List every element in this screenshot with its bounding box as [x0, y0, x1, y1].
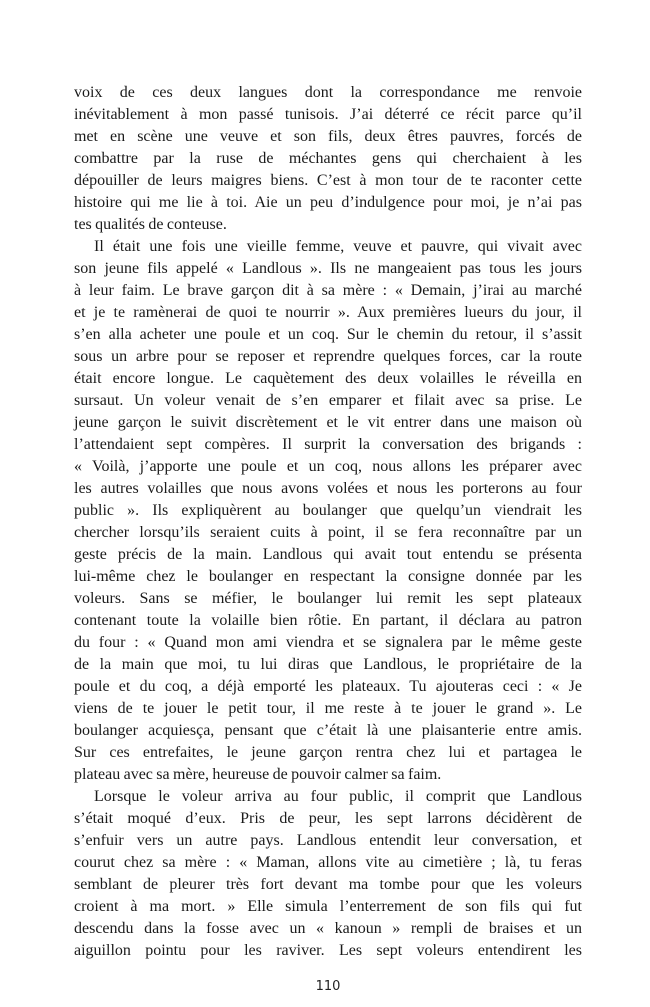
text-line: tes qualités de conteuse. — [74, 216, 227, 233]
text-line: était encore longue. Le caquètement des deux volailles le réveilla en — [74, 370, 582, 387]
page-number: 110 — [315, 979, 341, 994]
text-line: s’était moqué d’eux. Pris de peur, les sept larrons décidèrent de — [74, 810, 582, 827]
paragraph — [74, 236, 582, 786]
text-line: du four : « Quand mon ami viendra et se signalera par le même geste — [74, 634, 582, 651]
text-line: sursaut. Un voleur venait de s’en emparer et filait avec sa prise. Le — [74, 392, 582, 409]
text-line: son jeune fils appelé « Landlous ». Ils ne mangeaient pas tous les jours — [74, 260, 582, 277]
text-line: semblant de pleurer très fort devant ma tombe pour que les voleurs — [74, 876, 582, 893]
text-line: croient à ma mort. » Elle simula l’enterrement de son fils qui fut — [74, 898, 582, 915]
text-line: jeune garçon le suivit discrètement et le vit entrer dans une maison où — [74, 414, 582, 431]
text-line: combattre par la ruse de méchantes gens qui cherchaient à les — [74, 150, 582, 167]
text-line: courut chez sa mère : « Maman, allons vite au cimetière ; là, tu feras — [74, 854, 582, 871]
text-line: voleurs. Sans se méfier, le boulanger lui remit les sept plateaux — [74, 590, 582, 607]
text-line: histoire qui me lie à toi. Aie un peu d’indulgence pour moi, je n’ai pas — [74, 194, 582, 211]
text-line: les autres volailles que nous avons volées et nous les porterons au four — [74, 480, 582, 497]
text-line: lui-même chez le boulanger en respectant la consigne donnée par les — [74, 568, 582, 585]
text-line: Sur ces entrefaites, le jeune garçon rentra chez lui et partagea le — [74, 744, 582, 761]
text-line: boulanger acquiesça, pensant que c’était là une plaisanterie entre amis. — [74, 722, 582, 739]
text-line: sous un arbre pour se reposer et reprendre quelques forces, car la route — [74, 348, 582, 365]
text-line: à leur faim. Le brave garçon dit à sa mère : « Demain, j’irai au marché — [74, 282, 582, 299]
text-line: contenant toute la volaille bien rôtie. En partant, il déclara au patron — [74, 612, 582, 629]
text-line: s’en alla acheter une poule et un coq. Sur le chemin du retour, il s’assit — [74, 326, 582, 343]
text-line: et je te ramènerai de quoi te nourrir ». Aux premières lueurs du jour, il — [74, 304, 582, 321]
body-text — [74, 82, 582, 962]
text-line: public ». Ils expliquèrent au boulanger que quelqu’un viendrait les — [74, 502, 582, 519]
text-line: voix de ces deux langues dont la correspondance me renvoie — [74, 84, 582, 101]
text-line: inévitablement à mon passé tunisois. J’ai déterré ce récit parce qu’il — [74, 106, 582, 123]
text-line: Lorsque le voleur arriva au four public, il comprit que Landlous — [94, 788, 582, 805]
text-line: Il était une fois une vieille femme, veuve et pauvre, qui vivait avec — [94, 238, 582, 255]
text-line: chercher lorsqu’ils seraient cuits à point, il se fera reconnaître par un — [74, 524, 582, 541]
text-line: dépouiller de leurs maigres biens. C’est à mon tour de te raconter cette — [74, 172, 582, 189]
text-line: viens de te jouer le petit tour, il me reste à te jouer le grand ». Le — [74, 700, 582, 717]
text-line: poule et du coq, a déjà emporté les plateaux. Tu ajouteras ceci : « Je — [74, 678, 582, 695]
text-line: plateau avec sa mère, heureuse de pouvoir calmer sa faim. — [74, 766, 442, 783]
paragraph — [74, 786, 582, 962]
text-line: aiguillon pointu pour les raviver. Les sept voleurs entendirent les — [74, 942, 582, 959]
text-line: de la main que moi, tu lui diras que Landlous, le propriétaire de la — [74, 656, 582, 673]
text-line: l’attendaient sept compères. Il surprit la conversation des brigands : — [74, 436, 582, 453]
text-line: geste précis de la main. Landlous qui avait tout entendu se présenta — [74, 546, 582, 563]
paragraph — [74, 82, 582, 236]
text-line: « Voilà, j’apporte une poule et un coq, nous allons les préparer avec — [74, 458, 582, 475]
text-line: met en scène une veuve et son fils, deux êtres pauvres, forcés de — [74, 128, 582, 145]
text-line: s’enfuir vers un autre pays. Landlous entendit leur conversation, et — [74, 832, 582, 849]
text-line: descendu dans la fosse avec un « kanoun » rempli de braises et un — [74, 920, 582, 937]
